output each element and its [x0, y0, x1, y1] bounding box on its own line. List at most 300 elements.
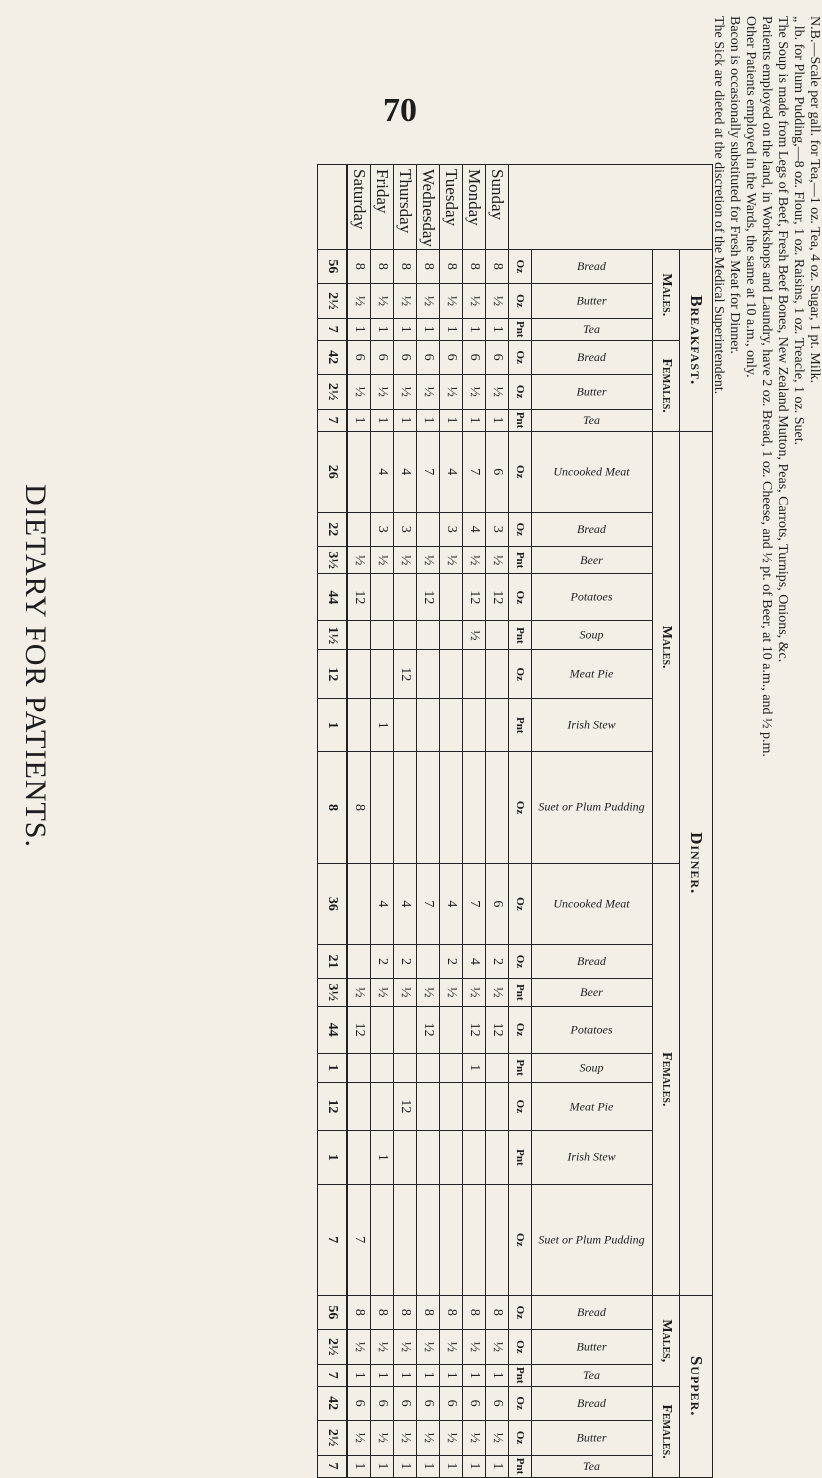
table-cell: 1	[371, 409, 394, 431]
table-cell: 8	[347, 249, 371, 283]
table-cell	[463, 1131, 486, 1184]
table-cell	[371, 621, 394, 650]
item-label: Bread	[577, 258, 607, 273]
table-cell	[440, 1131, 463, 1184]
unit-label: Oz	[509, 512, 532, 546]
table-cell	[347, 945, 371, 979]
page-title: DIETARY FOR PATIENTS.	[19, 484, 52, 848]
table-cell: 12	[486, 574, 509, 621]
table-cell	[440, 1184, 463, 1295]
total-cell: 2½	[318, 283, 348, 318]
table-cell	[371, 1082, 394, 1131]
item-header	[532, 863, 653, 944]
item-label: Bread	[577, 349, 607, 364]
unit-label: Oz	[509, 1006, 532, 1053]
table-cell	[486, 1053, 509, 1082]
table-cell: 8	[371, 1295, 394, 1329]
item-header	[532, 1420, 653, 1455]
table-cell	[486, 1082, 509, 1131]
unit-label: Pnt	[509, 1053, 532, 1082]
table-cell: ½	[347, 978, 371, 1006]
table-cell	[417, 1131, 440, 1184]
table-cell	[417, 1082, 440, 1131]
table-cell: 1	[417, 409, 440, 431]
table-cell	[347, 621, 371, 650]
table-cell: ½	[371, 283, 394, 318]
total-cell: 7	[318, 1455, 348, 1477]
table-cell: ½	[486, 283, 509, 318]
table-cell: 6	[463, 340, 486, 374]
total-cell: 36	[318, 863, 348, 944]
table-cell: 1	[440, 1364, 463, 1386]
table-cell	[347, 1053, 371, 1082]
item-header	[532, 318, 653, 340]
total-cell: 26	[318, 431, 348, 512]
table-cell: 12	[463, 1006, 486, 1053]
item-label: Suet or Plum Pudding	[538, 1232, 646, 1247]
table-cell: 12	[394, 650, 417, 699]
table-cell: 1	[394, 318, 417, 340]
table-cell: 6	[486, 340, 509, 374]
table-cell: ½	[394, 1420, 417, 1455]
day-label: Tuesday	[440, 165, 463, 250]
table-cell: 6	[440, 340, 463, 374]
table-cell: 8	[371, 249, 394, 283]
total-cell: 7	[318, 1184, 348, 1295]
table-cell: 1	[347, 409, 371, 431]
table-cell: ½	[440, 374, 463, 409]
total-cell: 1½	[318, 621, 348, 650]
table-cell	[417, 621, 440, 650]
table-cell	[394, 621, 417, 650]
table-cell	[463, 1082, 486, 1131]
item-label: Butter	[577, 384, 607, 399]
item-header	[532, 1329, 653, 1364]
table-cell	[394, 1184, 417, 1295]
unit-label: Oz	[509, 1082, 532, 1131]
unit-label: Oz	[509, 752, 532, 863]
sex-header: Females.	[653, 340, 680, 431]
table-cell: 1	[394, 409, 417, 431]
table-cell: ½	[347, 546, 371, 574]
table-cell: 12	[347, 1006, 371, 1053]
sex-header: Males.	[653, 249, 680, 340]
table-row	[417, 165, 440, 1478]
total-cell: 2½	[318, 1420, 348, 1455]
note-line: The Soup is made from Legs of Beef, Fresh Beef Bones, New Zealand Mutton, Peas, Carrots, Turnips, Onions, &c.	[775, 16, 790, 663]
table-cell: ½	[463, 621, 486, 650]
table-cell: 8	[440, 1295, 463, 1329]
table-cell: 8	[347, 1295, 371, 1329]
table-cell: 8	[463, 1295, 486, 1329]
table-cell: 12	[417, 1006, 440, 1053]
item-header	[532, 945, 653, 979]
item-header	[532, 621, 653, 650]
unit-label: Oz	[509, 863, 532, 944]
total-cell: 2½	[318, 1329, 348, 1364]
table-cell: 6	[417, 1386, 440, 1420]
table-cell: 6	[347, 340, 371, 374]
item-header	[532, 650, 653, 699]
note-line: N.B.—Scale per gall. for Tea,—1 oz. Tea, 4 oz. Sugar, 1 pt. Milk.	[807, 16, 822, 384]
table-cell: 6	[486, 863, 509, 944]
unit-label: Oz	[509, 650, 532, 699]
table-cell	[371, 1184, 394, 1295]
table-cell: ½	[463, 1420, 486, 1455]
table-cell	[394, 1006, 417, 1053]
table-cell: ½	[394, 374, 417, 409]
item-label: Potatoes	[571, 1022, 613, 1037]
notes	[710, 16, 822, 1316]
table-cell: 6	[486, 431, 509, 512]
table-cell	[440, 1006, 463, 1053]
item-label: Meat Pie	[570, 1098, 614, 1113]
table-cell	[347, 863, 371, 944]
item-label: Uncooked Meat	[553, 896, 631, 911]
table-cell: 1	[486, 318, 509, 340]
table-cell: 1	[486, 409, 509, 431]
item-header	[532, 1386, 653, 1420]
day-label: Thursday	[394, 165, 417, 250]
dietary-table-container	[133, 156, 723, 1475]
table-cell	[486, 752, 509, 863]
table-cell: ½	[486, 978, 509, 1006]
table-cell: 1	[440, 318, 463, 340]
table-cell: ½	[394, 978, 417, 1006]
note-line: Other Patients employed in the Wards, the same at 10 a.m., only.	[743, 16, 758, 378]
table-cell: 1	[371, 699, 394, 752]
table-cell: 1	[440, 1455, 463, 1477]
table-cell: 3	[486, 512, 509, 546]
table-cell: 1	[463, 318, 486, 340]
total-cell: 42	[318, 1386, 348, 1420]
table-cell: ½	[440, 978, 463, 1006]
table-cell: 1	[463, 1364, 486, 1386]
item-header	[532, 409, 653, 431]
totals-label-blank	[318, 165, 348, 250]
table-cell: 7	[417, 431, 440, 512]
table-cell	[486, 1184, 509, 1295]
table-cell: ½	[463, 283, 486, 318]
unit-label: Oz	[509, 340, 532, 374]
day-label: Monday	[463, 165, 486, 250]
unit-label: Oz	[509, 431, 532, 512]
table-cell: 1	[417, 318, 440, 340]
table-cell	[417, 752, 440, 863]
table-cell: ½	[486, 1420, 509, 1455]
table-cell: 4	[440, 431, 463, 512]
table-cell: 4	[371, 863, 394, 944]
table-cell: 6	[347, 1386, 371, 1420]
table-cell: 2	[486, 945, 509, 979]
item-header	[532, 283, 653, 318]
table-cell: ½	[463, 546, 486, 574]
table-cell: 8	[486, 249, 509, 283]
table-cell: 1	[394, 1364, 417, 1386]
note-line: Patients employed on the land, in Workshops and Laundry, have 2 oz. Bread, 1 oz. Cheese, and ½ pt. of Beer, at 10 a.m., and ½ p.m.	[759, 16, 774, 757]
table-cell	[440, 621, 463, 650]
item-label: Bread	[577, 1395, 607, 1410]
table-cell	[371, 650, 394, 699]
unit-label: Pnt	[509, 409, 532, 431]
table-cell: 12	[417, 574, 440, 621]
table-cell: ½	[417, 374, 440, 409]
table-row	[463, 165, 486, 1478]
table-cell: 1	[394, 1455, 417, 1477]
table-cell: 6	[394, 340, 417, 374]
item-header	[532, 1295, 653, 1329]
item-label: Tea	[583, 1458, 601, 1473]
table-cell: 4	[394, 863, 417, 944]
unit-label: Pnt	[509, 978, 532, 1006]
item-label: Bread	[577, 1304, 607, 1319]
table-cell: 4	[394, 431, 417, 512]
table-cell: 1	[347, 1364, 371, 1386]
table-cell	[394, 752, 417, 863]
item-header	[532, 699, 653, 752]
table-cell: 1	[463, 1053, 486, 1082]
total-cell: 21	[318, 945, 348, 979]
total-cell: 3½	[318, 978, 348, 1006]
item-header	[532, 752, 653, 863]
item-header	[532, 1184, 653, 1295]
table-cell: 8	[394, 1295, 417, 1329]
table-cell	[440, 1053, 463, 1082]
item-label: Soup	[580, 627, 604, 642]
item-label: Tea	[583, 1367, 601, 1382]
unit-label: Oz	[509, 283, 532, 318]
table-cell: 6	[440, 1386, 463, 1420]
total-cell: 42	[318, 340, 348, 374]
unit-label: Pnt	[509, 1364, 532, 1386]
item-label: Potatoes	[571, 589, 613, 604]
table-cell	[486, 621, 509, 650]
table-cell: 8	[463, 249, 486, 283]
item-header	[532, 1131, 653, 1184]
note-line: Bacon is occasionally substituted for Fresh Meat for Dinner.	[727, 16, 742, 354]
table-cell: 4	[440, 863, 463, 944]
table-cell: 6	[486, 1386, 509, 1420]
table-cell	[417, 1184, 440, 1295]
page-number: 70	[383, 92, 417, 129]
unit-label: Pnt	[509, 621, 532, 650]
table-cell: 6	[371, 1386, 394, 1420]
table-cell: 1	[371, 318, 394, 340]
table-cell: 1	[440, 409, 463, 431]
table-cell: 12	[486, 1006, 509, 1053]
table-cell: ½	[440, 1329, 463, 1364]
table-cell	[417, 699, 440, 752]
table-cell: 7	[347, 1184, 371, 1295]
item-header	[532, 978, 653, 1006]
item-label: Beer	[580, 552, 604, 567]
table-cell: ½	[417, 283, 440, 318]
item-label: Suet or Plum Pudding	[538, 800, 646, 815]
table-cell: ½	[347, 374, 371, 409]
table-cell	[347, 431, 371, 512]
table-cell	[347, 650, 371, 699]
item-label: Beer	[580, 984, 604, 999]
total-cell: 1	[318, 1131, 348, 1184]
table-cell	[440, 574, 463, 621]
table-cell: 1	[463, 1455, 486, 1477]
sex-header: Females.	[653, 863, 680, 1295]
item-label: Meat Pie	[570, 666, 614, 681]
table-cell: 4	[371, 431, 394, 512]
table-cell	[463, 752, 486, 863]
table-cell	[394, 1131, 417, 1184]
unit-label: Oz	[509, 945, 532, 979]
table-cell: ½	[371, 374, 394, 409]
table-cell: ½	[417, 1329, 440, 1364]
table-cell: 8	[486, 1295, 509, 1329]
total-cell: 8	[318, 752, 348, 863]
item-label: Tea	[583, 321, 601, 336]
table-cell: ½	[440, 546, 463, 574]
unit-label: Pnt	[509, 1455, 532, 1477]
table-cell	[371, 752, 394, 863]
table-cell: ½	[347, 283, 371, 318]
table-cell: ½	[486, 1329, 509, 1364]
table-cell	[417, 512, 440, 546]
table-cell	[417, 945, 440, 979]
table-cell: 2	[394, 945, 417, 979]
table-cell: 7	[463, 863, 486, 944]
table-cell: ½	[463, 1329, 486, 1364]
day-label: Friday	[371, 165, 394, 250]
table-cell: 7	[417, 863, 440, 944]
table-cell: 8	[347, 752, 371, 863]
table-cell	[394, 699, 417, 752]
table-cell	[417, 650, 440, 699]
unit-label: Oz	[509, 1184, 532, 1295]
table-cell: 8	[394, 249, 417, 283]
table-cell	[440, 1082, 463, 1131]
table-cell: ½	[394, 283, 417, 318]
table-cell	[394, 1053, 417, 1082]
table-cell: ½	[371, 978, 394, 1006]
table-cell: 1	[486, 1364, 509, 1386]
table-cell: ½	[417, 978, 440, 1006]
meal-header: Dinner.	[680, 431, 713, 1295]
table-cell	[347, 1082, 371, 1131]
table-cell: 2	[440, 945, 463, 979]
total-cell: 44	[318, 574, 348, 621]
total-cell: 2½	[318, 374, 348, 409]
table-cell: 1	[463, 409, 486, 431]
item-header	[532, 546, 653, 574]
table-cell: ½	[486, 374, 509, 409]
table-row	[486, 165, 509, 1478]
item-label: Tea	[583, 412, 601, 427]
unit-label: Oz	[509, 1420, 532, 1455]
table-cell: ½	[371, 1420, 394, 1455]
total-cell: 56	[318, 1295, 348, 1329]
table-cell: ½	[417, 546, 440, 574]
item-label: Butter	[577, 293, 607, 308]
table-cell	[486, 650, 509, 699]
total-cell: 12	[318, 1082, 348, 1131]
item-label: Bread	[577, 953, 607, 968]
table-cell: 8	[440, 249, 463, 283]
table-cell	[371, 574, 394, 621]
table-cell: 12	[463, 574, 486, 621]
table-cell	[371, 1006, 394, 1053]
table-cell: 3	[440, 512, 463, 546]
unit-label: Pnt	[509, 546, 532, 574]
table-cell: 12	[394, 1082, 417, 1131]
item-header	[532, 1455, 653, 1477]
table-cell: 6	[417, 340, 440, 374]
sex-header: Females.	[653, 1386, 680, 1477]
item-header	[532, 1053, 653, 1082]
item-header	[532, 1364, 653, 1386]
table-cell	[440, 650, 463, 699]
day-label: Sunday	[486, 165, 509, 250]
table-cell: 2	[371, 945, 394, 979]
total-cell: 56	[318, 249, 348, 283]
item-label: Bread	[577, 521, 607, 536]
note-line: The Sick are dieted at the discretion of the Medical Superintendent.	[711, 16, 726, 395]
item-label: Butter	[577, 1339, 607, 1354]
table-cell: 8	[417, 1295, 440, 1329]
table-cell	[463, 650, 486, 699]
unit-label: Pnt	[509, 699, 532, 752]
unit-label: Pnt	[509, 1131, 532, 1184]
total-cell: 7	[318, 1364, 348, 1386]
table-cell: 7	[463, 431, 486, 512]
table-cell	[440, 752, 463, 863]
table-cell: ½	[440, 1420, 463, 1455]
note-line: „ lb. for Plum Pudding,—8 oz. Flour, 1 oz. Raisins, 1 oz. Treacle, 1 oz. Suet.	[791, 16, 806, 446]
table-cell: 4	[463, 945, 486, 979]
totals-row	[318, 165, 348, 1478]
table-row	[394, 165, 417, 1478]
table-cell	[371, 1053, 394, 1082]
table-cell: 6	[371, 340, 394, 374]
meal-header: Supper.	[680, 1295, 713, 1477]
table-cell	[347, 1131, 371, 1184]
table-cell	[486, 1131, 509, 1184]
table-cell: ½	[347, 1329, 371, 1364]
table-cell	[486, 699, 509, 752]
table-cell: 4	[463, 512, 486, 546]
unit-label: Oz	[509, 1295, 532, 1329]
table-cell: 1	[486, 1455, 509, 1477]
table-cell: 6	[463, 1386, 486, 1420]
notes-container	[642, 16, 822, 1316]
table-cell: 1	[371, 1364, 394, 1386]
table-cell	[463, 699, 486, 752]
unit-label: Oz	[509, 374, 532, 409]
table-cell	[440, 699, 463, 752]
day-label: Wednesday	[417, 165, 440, 250]
meal-header: Breakfast.	[680, 249, 713, 431]
item-label: Butter	[577, 1430, 607, 1445]
item-header	[532, 374, 653, 409]
table-cell: 1	[347, 1455, 371, 1477]
table-row	[347, 165, 371, 1478]
total-cell: 7	[318, 409, 348, 431]
table-cell: ½	[486, 546, 509, 574]
table-cell: ½	[417, 1420, 440, 1455]
item-label: Uncooked Meat	[553, 464, 631, 479]
sex-header: Males.	[653, 431, 680, 863]
table-cell: 8	[417, 249, 440, 283]
table-cell: 6	[394, 1386, 417, 1420]
item-header	[532, 431, 653, 512]
table-cell: 1	[347, 318, 371, 340]
